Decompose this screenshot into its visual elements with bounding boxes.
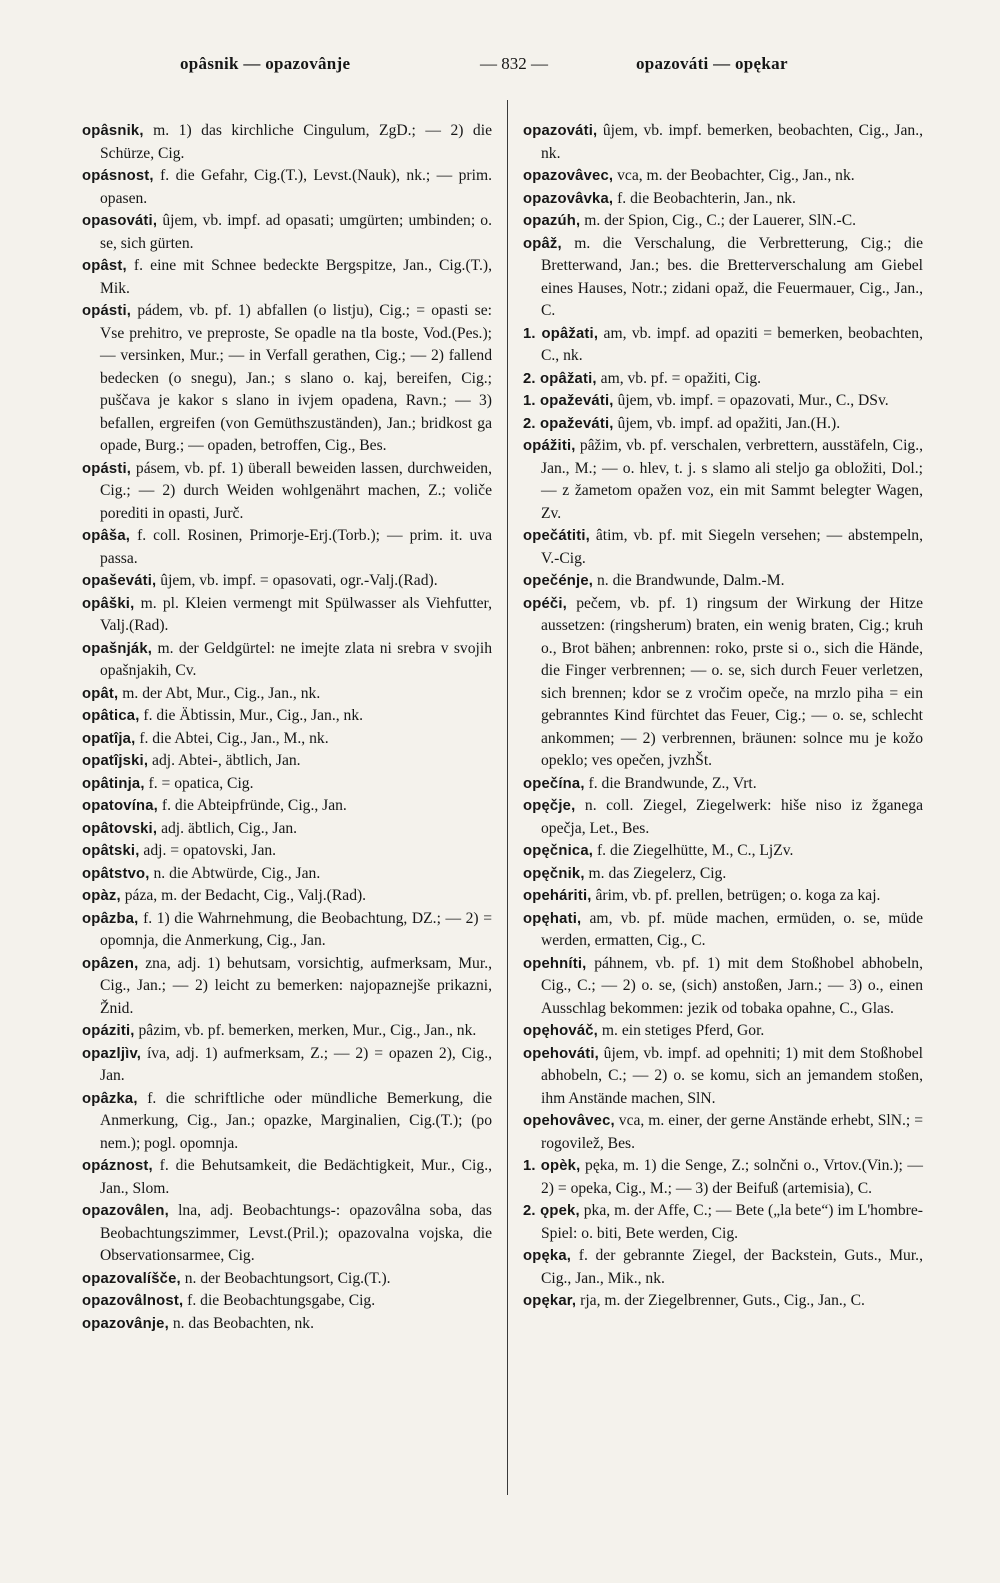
entry-headword: opehníti,: [523, 955, 587, 972]
entry-headword: opatîja,: [82, 730, 136, 747]
dictionary-entry: [523, 368, 923, 391]
entry-definition: f. die Beobachtungsgabe, Cig.: [187, 1292, 376, 1309]
entry-definition: n. coll. Ziegel, Ziegelwerk: hiše niso iz žganega opečja, Let., Bes.: [541, 797, 923, 837]
dictionary-entry: [82, 638, 492, 683]
entry-definition: n. die Abtwürde, Cig., Jan.: [153, 864, 321, 882]
entry-definition: pečem, vb. pf. 1) ringsum der Wirkung der Hitze aussetzen: (ringsherum) braten, ein wenig braten, Cig.; kruh o., Brot bähen; anbrennen: roko, prste si o., sich die Hände, die Finger verbrennen; — o. se, sich durch Feuer verletzen, sich brennen; kdor se z vročim opeče, na mrzlo piha = ein gebranntes Kind fürchtet das Feuer, Cig.; — o. se, schlecht ankommen; — 2) verbrennen, bräunen: solnce mu je kožo opeklo; ves opečen, jvzhŠt.: [541, 594, 924, 769]
dictionary-entry: [523, 435, 923, 525]
entry-headword: opečína,: [523, 775, 585, 792]
dictionary-entry: [82, 750, 492, 773]
entry-definition: pęka, m. 1) die Senge, Z.; solnčni o., Vrtov.(Vin.); — 2) = opeka, Cig., M.; — 3) der Beifuß (artemisia), C.: [541, 1157, 923, 1197]
page-header: [0, 48, 1000, 88]
entry-headword: opehováti,: [523, 1045, 599, 1062]
entry-definition: ûjem, vb. impf. ad opehniti; 1) mit dem Stoßhobel abhobeln, C.; — 2) o. se komu, sich an jemandem stoßen, ihm Anstände machen, SlN.: [541, 1044, 923, 1107]
entry-headword: opâtinja,: [82, 775, 145, 792]
column-divider: [507, 100, 508, 1495]
entry-definition: am, vb. pf. müde machen, ermüden, o. se, müde werden, ermatten, Cig., C.: [541, 909, 923, 949]
entry-definition: am, vb. impf. ad opaziti = bemerken, beobachten, C., nk.: [541, 324, 923, 364]
entry-definition: n. die Brandwunde, Dalm.-M.: [596, 572, 785, 589]
entry-definition: f. die Ziegelhütte, M., C., LjZv.: [596, 842, 794, 859]
entry-headword: opazovâlnost,: [82, 1293, 184, 1309]
dictionary-entry: [523, 885, 923, 908]
entry-headword: opazovânje,: [82, 1315, 169, 1332]
dictionary-entry: [523, 1245, 923, 1290]
entry-headword: opazovalíšče,: [82, 1270, 181, 1287]
entry-definition: lna, adj. Beobachtungs-: opazovâlna soba, das Beobachtungszimmer, Levst.(Pril.); opazovalna vojska, die Observationsarmee, Cig.: [100, 1202, 492, 1264]
entry-definition: m. der Spion, Cig., C.; der Lauerer, SlN.-C.: [584, 212, 856, 229]
dictionary-entry: [82, 908, 492, 953]
entry-definition: m. 1) das kirchliche Cingulum, ZgD.; — 2) die Schürze, Cig.: [100, 122, 492, 162]
dictionary-entry: [523, 1290, 923, 1313]
entry-definition: f. die Äbtissin, Mur., Cig., Jan., nk.: [143, 707, 364, 724]
entry-headword: opât,: [82, 685, 119, 702]
dictionary-entry: [523, 840, 923, 863]
entry-headword: opęčje,: [523, 798, 576, 814]
entry-definition: f. die schriftliche oder mündliche Bemerkung, die Anmerkung, Cig., Jan.; opazke, Marginalien, Cig.(T.); (po nem.); pogl. opomnja.: [100, 1089, 492, 1152]
entry-headword: 1. opèk,: [523, 1158, 581, 1174]
dictionary-entry: [82, 1313, 492, 1336]
entry-definition: pádem, vb. pf. 1) abfallen (o listju), Cig.; = opasti se: Vse prehitro, ve preproste, Se opadle na tla boste, Vod.(Pes.); — versinken, Mur.; — in Verfall gerathen, Cig.; — 2) fallend bedecken (o snegu), Jan.; s slano o. kaj, bereifen, Cig.; puščava je kakor s slano in ivjem opadena, Ravn.; — 3) befallen, ergreifen (von Gemüthszuständen), Jan.; bridkost ga opade, Burg.; — opaden, betroffen, Cig., Bes.: [100, 302, 493, 454]
dictionary-entry: [523, 390, 923, 413]
entry-headword: opatîjski,: [82, 753, 149, 769]
entry-headword: opâž,: [523, 235, 562, 252]
entry-headword: opazovâvec,: [523, 168, 614, 184]
dictionary-entry: [82, 953, 492, 1021]
right-column: [523, 120, 923, 1313]
entry-definition: íva, adj. 1) aufmerksam, Z.; — 2) = opazen 2), Cig., Jan.: [100, 1044, 492, 1084]
entry-definition: zna, adj. 1) behutsam, vorsichtig, aufmerksam, Mur., Cig., Jan.; — 2) leicht zu bemerken: najopaznejše prikazni, Žnid.: [100, 954, 492, 1017]
entry-headword: opasováti,: [82, 213, 158, 229]
entry-definition: pâzim, vb. pf. bemerken, merken, Mur., Cig., Jan., nk.: [138, 1022, 477, 1039]
dictionary-entry: [82, 255, 492, 300]
dictionary-entry: [82, 818, 492, 841]
entry-headword: opàz,: [82, 888, 121, 904]
dictionary-entry: [82, 210, 492, 255]
dictionary-entry: [82, 1043, 492, 1088]
entry-headword: opásti,: [82, 303, 132, 319]
dictionary-entry: [523, 323, 923, 368]
dictionary-entry: [82, 570, 492, 593]
entry-definition: n. das Beobachten, nk.: [172, 1314, 314, 1332]
dictionary-entry: [523, 233, 923, 323]
entry-definition: âtim, vb. pf. mit Siegeln versehen; — abstempeln, V.-Cig.: [541, 527, 923, 567]
entry-headword: opękar,: [523, 1293, 577, 1309]
entry-definition: pka, m. der Affe, C.; — Bete („la bete“) im L'hombre-Spiel: o. biti, Bete werden, Cig.: [541, 1202, 923, 1242]
dictionary-entry: [523, 863, 923, 886]
entry-headword: opáziti,: [82, 1023, 135, 1039]
dictionary-entry: [523, 795, 923, 840]
entry-headword: opatovína,: [82, 798, 158, 814]
entry-headword: opâtstvo,: [82, 865, 150, 882]
entry-definition: páza, m. der Bedacht, Cig., Valj.(Rad).: [124, 887, 367, 904]
dictionary-entry: [523, 953, 923, 1021]
entry-headword: opęčnica,: [523, 843, 594, 859]
dictionary-entry: [523, 120, 923, 165]
entry-definition: m. ein stetiges Pferd, Gor.: [601, 1022, 765, 1039]
entry-definition: f. die Gefahr, Cig.(T.), Levst.(Nauk), nk.; — prim. opasen.: [100, 167, 492, 207]
entry-definition: f. die Beobachterin, Jan., nk.: [617, 189, 796, 207]
entry-definition: f. der gebrannte Ziegel, der Backstein, Guts., Mur., Cig., Jan., Mik., nk.: [541, 1247, 923, 1287]
dictionary-entry: [82, 885, 492, 908]
entry-headword: opečátiti,: [523, 528, 590, 544]
entry-definition: f. die Abteipfründe, Cig., Jan.: [161, 797, 347, 814]
dictionary-entry: [523, 1020, 923, 1043]
entry-headword: opážiti,: [523, 438, 576, 454]
entry-headword: opazljìv,: [82, 1045, 142, 1062]
entry-definition: f. coll. Rosinen, Primorje-Erj.(Torb.); — prim. it. uva passa.: [100, 527, 492, 567]
entry-definition: f. die Abtei, Cig., Jan., M., nk.: [139, 729, 329, 747]
entry-headword: opásti,: [82, 460, 132, 477]
entry-definition: adj. Abtei-, äbtlich, Jan.: [152, 752, 301, 769]
entry-headword: 2. opaževáti,: [523, 415, 614, 432]
entry-definition: f. 1) die Wahrnehmung, die Beobachtung, DZ.; — 2) = opomnja, die Anmerkung, Cig., Jan.: [100, 909, 492, 949]
entry-headword: opaševáti,: [82, 573, 157, 589]
entry-headword: opâtica,: [82, 708, 140, 724]
header-right-guideword: opazováti — opękar: [636, 54, 788, 73]
header-left-guideword: opâsnik — opazovânje: [180, 54, 351, 73]
entry-headword: opeháriti,: [523, 888, 592, 904]
dictionary-entry: [82, 795, 492, 818]
dictionary-entry: [523, 188, 923, 211]
entry-headword: opašnják,: [82, 640, 153, 657]
entry-definition: ârim, vb. pf. prellen, betrügen; o. koga za kaj.: [595, 887, 881, 904]
entry-definition: adj. äbtlich, Cig., Jan.: [161, 819, 298, 837]
dictionary-entry: [523, 1043, 923, 1111]
entry-definition: f. die Brandwunde, Z., Vrt.: [588, 774, 757, 792]
entry-headword: opâša,: [82, 528, 131, 544]
dictionary-entry: [523, 570, 923, 593]
entry-headword: opâtski,: [82, 843, 140, 859]
left-column: [82, 120, 492, 1335]
entry-headword: opęhováč,: [523, 1023, 598, 1039]
entry-definition: adj. = opatovski, Jan.: [143, 842, 277, 859]
dictionary-entry: [82, 1088, 492, 1156]
entry-headword: opásnost,: [82, 168, 154, 184]
entry-definition: m. die Verschalung, die Verbretterung, Cig.; die Bretterwand, Jan.; bes. die Bretterverschalung am Giebel eines Hauses, Notr.; zidani opaž, die Feuermauer, Cig., Jan., C.: [541, 234, 924, 319]
dictionary-entry: [82, 840, 492, 863]
dictionary-entry: [523, 908, 923, 953]
entry-definition: ûjem, vb. impf. = opazovati, Mur., C., DSv.: [617, 392, 889, 409]
dictionary-entry: [82, 300, 492, 458]
dictionary-entry: [523, 593, 923, 773]
entry-definition: vca, m. der Beobachter, Cig., Jan., nk.: [617, 167, 855, 184]
entry-headword: opáznost,: [82, 1158, 153, 1174]
dictionary-entry: [523, 413, 923, 436]
entry-definition: vca, m. einer, der gerne Anstände erhebt, SlN.; = rogovilež, Bes.: [541, 1112, 923, 1152]
dictionary-entry: [82, 773, 492, 796]
dictionary-entry: [82, 863, 492, 886]
entry-headword: opehovâvec,: [523, 1113, 615, 1129]
entry-headword: opâsnik,: [82, 123, 144, 139]
entry-definition: f. die Behutsamkeit, die Bedächtigkeit, Mur., Cig., Jan., Slom.: [100, 1157, 492, 1197]
dictionary-entry: [82, 683, 492, 706]
dictionary-entry: [82, 525, 492, 570]
dictionary-entry: [82, 1290, 492, 1313]
entry-headword: opazovâlen,: [82, 1203, 169, 1219]
entry-definition: páhnem, vb. pf. 1) mit dem Stoßhobel abhobeln, Cig., C.; — 2) o. se, (sich) anstoßen, Jarn.; — 3) o., einen Ausschlag bekommen: jezik od tobaka opahne, C., Glas.: [541, 954, 923, 1017]
dictionary-entry: [523, 525, 923, 570]
entry-definition: f. eine mit Schnee bedeckte Bergspitze, Jan., Cig.(T.), Mik.: [100, 257, 492, 297]
entry-headword: opazovâvka,: [523, 190, 614, 207]
entry-headword: opâtovski,: [82, 820, 158, 837]
entry-definition: ûjem, vb. impf. = opasovati, ogr.-Valj.(Rad).: [160, 572, 438, 589]
dictionary-entry: [82, 1155, 492, 1200]
entry-headword: opęčnik,: [523, 865, 585, 882]
entry-headword: opazúh,: [523, 213, 581, 229]
entry-headword: opečénje,: [523, 573, 594, 589]
entry-definition: ûjem, vb. impf. ad opažiti, Jan.(H.).: [617, 414, 841, 432]
entry-headword: 2. ǫpek,: [523, 1203, 580, 1219]
dictionary-entry: [82, 593, 492, 638]
entry-headword: opęka,: [523, 1248, 572, 1264]
entry-headword: opazováti,: [523, 123, 598, 139]
entry-headword: opéči,: [523, 595, 567, 612]
entry-definition: m. das Ziegelerz, Cig.: [588, 864, 727, 882]
dictionary-entry: [82, 728, 492, 751]
entry-definition: am, vb. pf. = opažiti, Cig.: [600, 369, 762, 387]
dictionary-entry: [523, 210, 923, 233]
entry-headword: 2. opâžati,: [523, 370, 597, 387]
entry-definition: ûjem, vb. impf. ad opasati; umgürten; umbinden; o. se, sich gürten.: [100, 212, 493, 252]
entry-headword: opâzen,: [82, 955, 139, 972]
entry-headword: opâzka,: [82, 1090, 138, 1107]
entry-definition: n. der Beobachtungsort, Cig.(T.).: [184, 1269, 391, 1287]
entry-definition: m. pl. Kleien vermengt mit Spülwasser als Viehfutter, Valj.(Rad).: [100, 594, 492, 634]
entry-headword: opęhati,: [523, 910, 582, 927]
dictionary-entry: [82, 1200, 492, 1268]
entry-definition: pásem, vb. pf. 1) überall beweiden lassen, durchweiden, Cig.; — 2) durch Weiden wohlgenährt machen, Z.; voliče porediti in opasti, Jurč.: [100, 459, 492, 522]
entry-headword: 1. opâžati,: [523, 325, 599, 342]
dictionary-entry: [82, 165, 492, 210]
entry-definition: rja, m. der Ziegelbrenner, Guts., Cig., Jan., C.: [580, 1292, 865, 1309]
dictionary-entry: [523, 773, 923, 796]
entry-definition: pâžim, vb. pf. verschalen, verbrettern, ausstäfeln, Cig., Jan., M.; — o. hlev, t. j. s slamo ali steljo ga obložiti, Dol.; — z žametom opažen voz, ein mit Sammt belegter Wagen, Zv.: [541, 437, 923, 522]
entry-headword: 1. opaževáti,: [523, 393, 614, 409]
dictionary-entry: [523, 1155, 923, 1200]
entry-definition: m. der Geldgürtel: ne imejte zlata ni srebra v svojih opašnjakih, Cv.: [100, 639, 492, 679]
dictionary-entry: [523, 165, 923, 188]
dictionary-entry: [523, 1110, 923, 1155]
entry-definition: m. der Abt, Mur., Cig., Jan., nk.: [122, 684, 321, 702]
dictionary-entry: [523, 1200, 923, 1245]
entry-headword: opâst,: [82, 258, 127, 274]
dictionary-entry: [82, 1020, 492, 1043]
page-number: — 832 —: [480, 54, 548, 73]
entry-headword: opâzba,: [82, 910, 139, 927]
dictionary-entry: [82, 705, 492, 728]
dictionary-entry: [82, 458, 492, 526]
entry-definition: ûjem, vb. impf. bemerken, beobachten, Cig., Jan., nk.: [541, 122, 924, 162]
entry-headword: opâški,: [82, 595, 135, 612]
dictionary-entry: [82, 1268, 492, 1291]
dictionary-entry: [82, 120, 492, 165]
entry-definition: f. = opatica, Cig.: [148, 774, 254, 792]
